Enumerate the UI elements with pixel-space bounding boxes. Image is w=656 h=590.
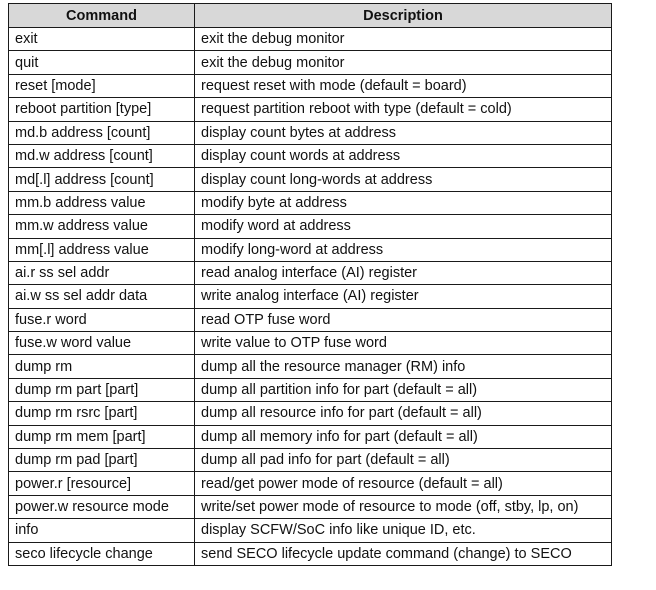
table-row: [9, 51, 612, 74]
command-cell: md[.l] address [count]: [9, 168, 195, 191]
command-cell: seco lifecycle change: [9, 542, 195, 565]
description-cell: exit the debug monitor: [195, 51, 612, 74]
table-row: [9, 238, 612, 261]
table-row: [9, 168, 612, 191]
command-cell: info: [9, 519, 195, 542]
command-cell: dump rm mem [part]: [9, 425, 195, 448]
command-cell: reboot partition [type]: [9, 98, 195, 121]
command-cell: reset [mode]: [9, 74, 195, 97]
description-cell: request partition reboot with type (default = cold): [195, 98, 612, 121]
description-cell: read/get power mode of resource (default = all): [195, 472, 612, 495]
table-row: [9, 144, 612, 167]
description-cell: modify long-word at address: [195, 238, 612, 261]
table-row: [9, 542, 612, 565]
description-cell: dump all resource info for part (default = all): [195, 402, 612, 425]
table-row: [9, 425, 612, 448]
description-cell: write value to OTP fuse word: [195, 332, 612, 355]
table-row: [9, 285, 612, 308]
description-cell: dump all pad info for part (default = all): [195, 449, 612, 472]
command-cell: mm.b address value: [9, 191, 195, 214]
command-cell: fuse.w word value: [9, 332, 195, 355]
command-cell: md.b address [count]: [9, 121, 195, 144]
command-cell: ai.w ss sel addr data: [9, 285, 195, 308]
description-cell: read OTP fuse word: [195, 308, 612, 331]
command-cell: fuse.r word: [9, 308, 195, 331]
table-row: [9, 28, 612, 51]
command-cell: exit: [9, 28, 195, 51]
table-row: [9, 378, 612, 401]
command-table-container: [8, 3, 611, 566]
table-row: [9, 355, 612, 378]
table-row: [9, 215, 612, 238]
command-cell: dump rm part [part]: [9, 378, 195, 401]
description-cell: exit the debug monitor: [195, 28, 612, 51]
description-cell: display count words at address: [195, 144, 612, 167]
command-cell: dump rm: [9, 355, 195, 378]
column-header-command: Command: [9, 4, 195, 28]
description-cell: read analog interface (AI) register: [195, 261, 612, 284]
command-cell: ai.r ss sel addr: [9, 261, 195, 284]
command-cell: quit: [9, 51, 195, 74]
table-header-row: [9, 4, 612, 28]
table-row: [9, 495, 612, 518]
description-cell: write/set power mode of resource to mode (off, stby, lp, on): [195, 495, 612, 518]
description-cell: display SCFW/SoC info like unique ID, etc.: [195, 519, 612, 542]
table-row: [9, 402, 612, 425]
table-row: [9, 308, 612, 331]
table-row: [9, 261, 612, 284]
table-row: [9, 519, 612, 542]
command-cell: power.w resource mode: [9, 495, 195, 518]
command-cell: mm.w address value: [9, 215, 195, 238]
description-cell: modify word at address: [195, 215, 612, 238]
description-cell: modify byte at address: [195, 191, 612, 214]
description-cell: request reset with mode (default = board): [195, 74, 612, 97]
description-cell: display count long-words at address: [195, 168, 612, 191]
description-cell: dump all partition info for part (default = all): [195, 378, 612, 401]
table-row: [9, 74, 612, 97]
description-cell: display count bytes at address: [195, 121, 612, 144]
table-row: [9, 472, 612, 495]
command-cell: dump rm pad [part]: [9, 449, 195, 472]
command-table: [8, 3, 612, 566]
description-cell: send SECO lifecycle update command (change) to SECO: [195, 542, 612, 565]
table-row: [9, 121, 612, 144]
table-row: [9, 98, 612, 121]
table-row: [9, 332, 612, 355]
command-cell: md.w address [count]: [9, 144, 195, 167]
description-cell: dump all memory info for part (default = all): [195, 425, 612, 448]
table-row: [9, 449, 612, 472]
column-header-description: Description: [195, 4, 612, 28]
description-cell: dump all the resource manager (RM) info: [195, 355, 612, 378]
command-cell: dump rm rsrc [part]: [9, 402, 195, 425]
command-cell: power.r [resource]: [9, 472, 195, 495]
command-cell: mm[.l] address value: [9, 238, 195, 261]
description-cell: write analog interface (AI) register: [195, 285, 612, 308]
table-row: [9, 191, 612, 214]
